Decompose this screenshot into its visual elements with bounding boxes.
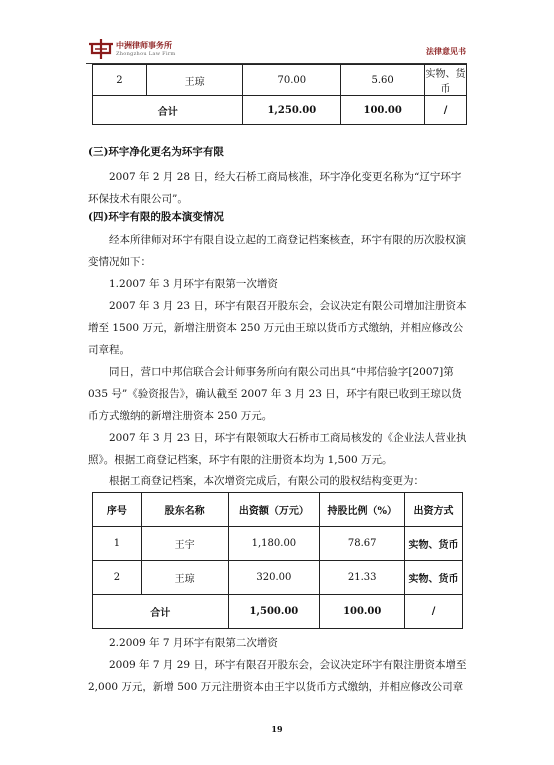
paragraph: 2007 年 3 月 23 日，环宇有限领取大石桥市工商局核发的《企业法人营业执照》。根据工商登记档案，环宇有限的注册资本均为 1,500 万元。: [88, 432, 467, 466]
table-cell: 实物、货币: [405, 527, 463, 561]
paragraph: 经本所律师对环宇有限自设立起的工商登记档案核查，环宇有限的历次股权演变情况如下：: [88, 234, 466, 268]
section-heading: (四)环宇有限的股本演变情况: [88, 211, 224, 223]
table-row: [93, 527, 463, 561]
page-header: [86, 38, 466, 64]
table-cell: 78.67: [320, 527, 405, 561]
table-cell: 1,250.00: [243, 96, 341, 125]
table-total-row: [93, 96, 467, 125]
firm-logo-icon: [86, 38, 116, 60]
table-header-cell: 序号: [93, 493, 142, 527]
table-header-cell: 出资方式: [405, 493, 463, 527]
table-cell: 王宇: [141, 527, 228, 561]
table-cell: /: [425, 96, 467, 125]
paragraph: 2007 年 2 月 28 日，经大石桥工商局核准，环宇净化变更名称为“辽宁环宇环保技术有限公司”。: [88, 171, 462, 205]
table-cell: /: [405, 595, 463, 629]
subsection-heading: 1.2007 年 3 月环宇有限第一次增资: [109, 278, 278, 290]
table-cell: 2: [93, 561, 142, 595]
table-cell: 王琼: [141, 561, 228, 595]
firm-name: 中洲律师事务所: [116, 40, 172, 50]
table-row: [93, 561, 463, 595]
table-header-cell: 股东名称: [141, 493, 228, 527]
paragraph: 同日，营口中邦信联合会计师事务所向有限公司出具“中邦信验字[2007]第 035 号”《验资报告》，确认截至 2007 年 3 月 23 日，环宇有限已收到王琼以货币方式缴纳的新增注册资本 250 万元。: [88, 366, 462, 422]
table-cell: 王琼: [146, 65, 243, 96]
table-cell: 100.00: [341, 96, 425, 125]
table-cell: 100.00: [320, 595, 405, 629]
table-header-cell: 出资额（万元）: [228, 493, 320, 527]
equity-table-continued: [92, 64, 467, 125]
table-cell: 合计: [93, 595, 229, 629]
paragraph: 2007 年 3 月 23 日，环宇有限召开股东会，会议决定有限公司增加注册资本增至 1500 万元，新增注册资本 250 万元由王琼以货币方式缴纳，并相应修改公司章程。: [88, 300, 467, 356]
paragraph: 根据工商登记档案，本次增资完成后，有限公司的股权结构变更为：: [109, 475, 424, 487]
section-heading: (三)环宇净化更名为环宇有限: [88, 146, 224, 158]
table-header-row: [93, 493, 463, 527]
table-cell: 2: [93, 65, 147, 96]
table-cell: 1,180.00: [228, 527, 320, 561]
table-cell: 70.00: [243, 65, 341, 96]
table-cell: 21.33: [320, 561, 405, 595]
table-cell: 1: [93, 527, 142, 561]
table-header-cell: 持股比例（%）: [320, 493, 405, 527]
table-cell: 合计: [93, 96, 243, 125]
page-number: 19: [271, 724, 283, 734]
table-cell: 320.00: [228, 561, 320, 595]
firm-name-english: Zhongzhou Law Firm: [116, 51, 176, 57]
table-row: [93, 65, 467, 96]
equity-structure-table: [92, 492, 463, 629]
table-cell: 5.60: [341, 65, 425, 96]
subsection-heading: 2.2009 年 7 月环宇有限第二次增资: [109, 637, 278, 649]
table-cell: 实物、货币: [405, 561, 463, 595]
table-total-row: [93, 595, 463, 629]
document-type: 法律意见书: [426, 46, 466, 56]
table-cell: 1,500.00: [228, 595, 320, 629]
table-cell: 实物、货币: [425, 65, 467, 96]
paragraph: 2009 年 7 月 29 日，环宇有限召开股东会，会议决定环宇有限注册资本增至 2,000 万元，新增 500 万元注册资本由王宇以货币方式缴纳，并相应修改公司章: [88, 659, 467, 693]
